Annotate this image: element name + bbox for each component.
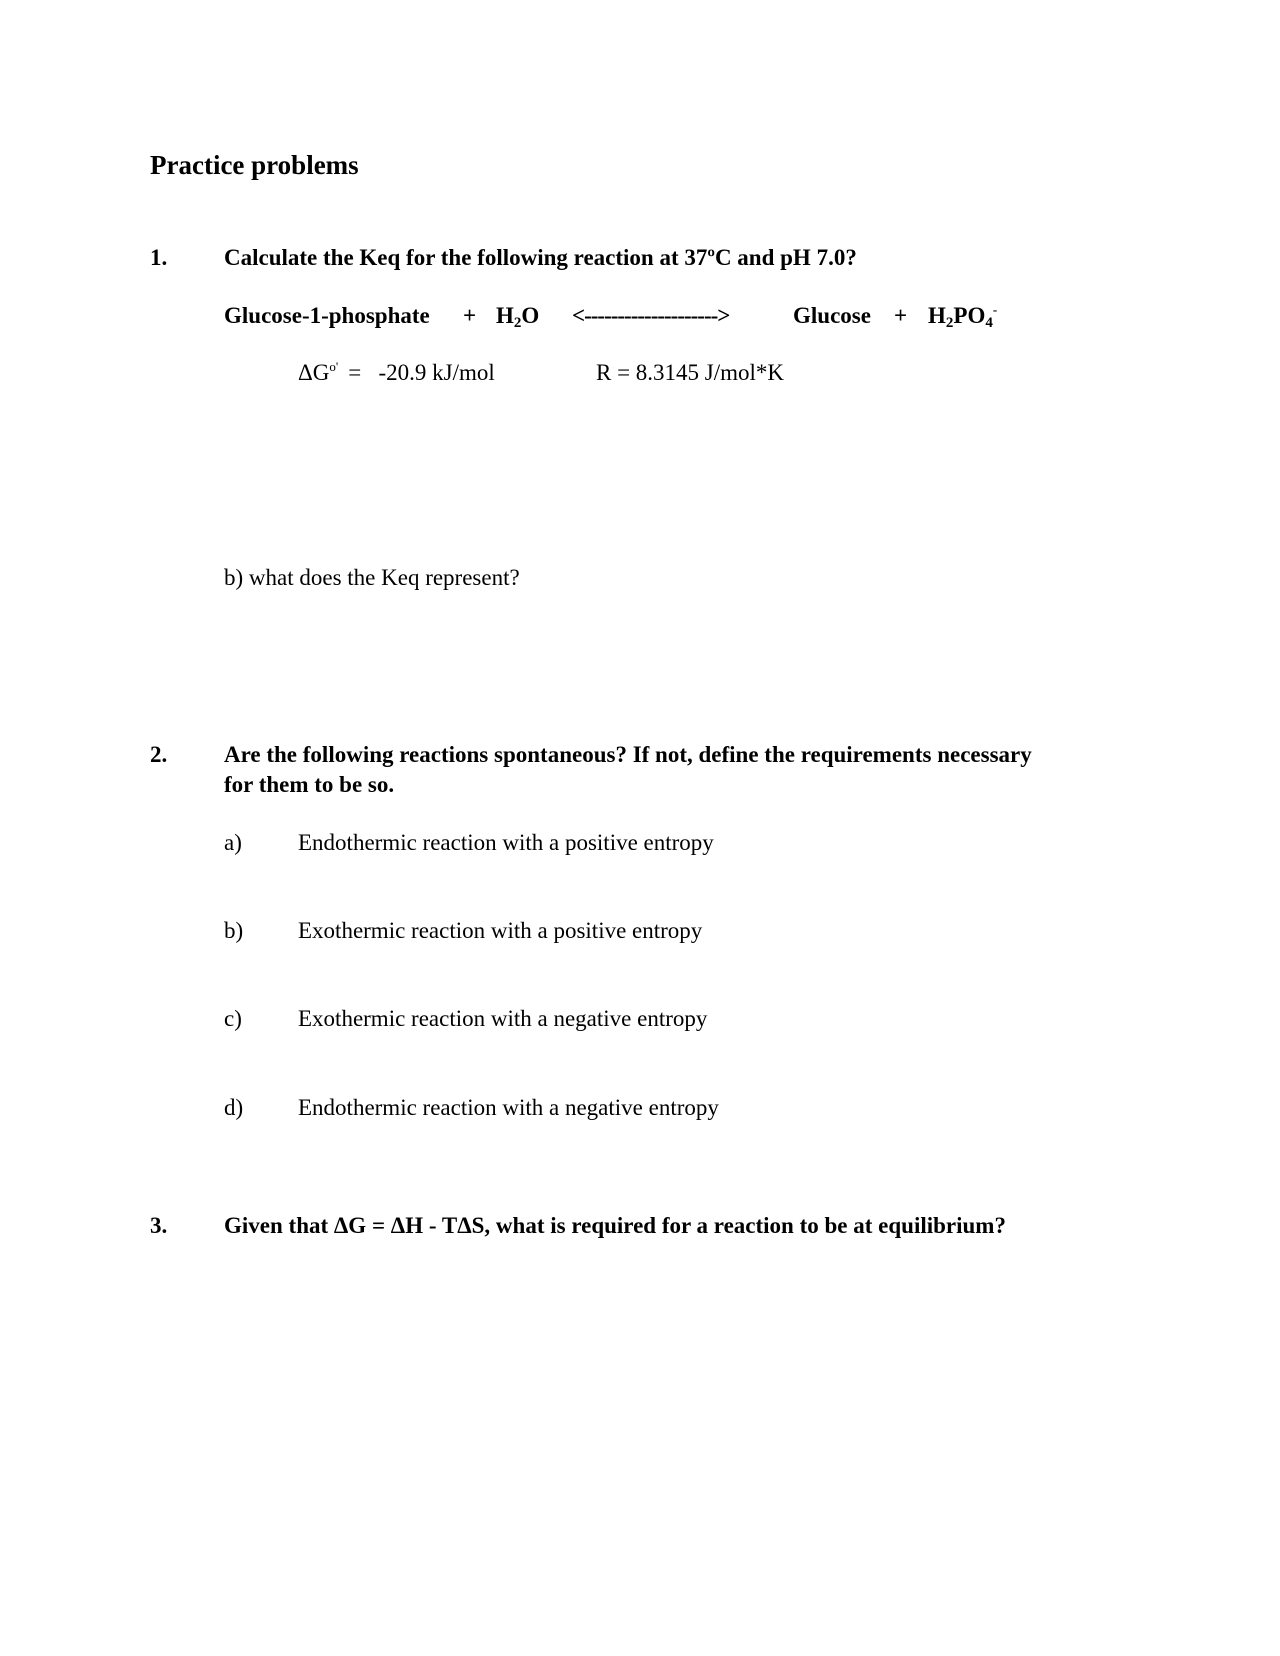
question-2-item-c-text: Exothermic reaction with a negative entropy	[298, 1006, 708, 1031]
question-3-prompt: Given that ΔG = ΔH - TΔS, what is required for a reaction to be at equilibrium?	[224, 1213, 1006, 1238]
question-2-item-d-label: d)	[224, 1095, 244, 1120]
page-title: Practice problems	[150, 150, 359, 180]
question-3-number: 3.	[150, 1213, 168, 1238]
reaction-product-a: Glucose	[793, 303, 871, 328]
question-2-item-d-text: Endothermic reaction with a negative entropy	[298, 1095, 719, 1120]
question-2-prompt-line-2: for them to be so.	[224, 772, 395, 797]
reaction-plus-2: +	[894, 303, 908, 328]
reaction-plus-1: +	[463, 303, 477, 328]
question-2-item-c-label: c)	[224, 1006, 242, 1031]
question-2-item-b-text: Exothermic reaction with a positive entropy	[298, 918, 703, 943]
question-1-number: 1.	[150, 245, 168, 270]
question-1-part-b: b) what does the Keq represent?	[224, 565, 520, 590]
gas-constant: R = 8.3145 J/mol*K	[596, 360, 785, 385]
reaction-reactant-b: $H_2O$	[496, 303, 540, 331]
reaction-arrow: <-------------------->	[572, 303, 730, 328]
question-2-number: 2.	[150, 742, 168, 767]
reaction-product-b: $H_2PO_4^-$	[928, 302, 998, 331]
question-2-item-a-text: Endothermic reaction with a positive entropy	[298, 830, 714, 855]
question-2-item-a-label: a)	[224, 830, 242, 855]
reaction-reactant-a: Glucose-1-phosphate	[224, 303, 430, 328]
question-1-prompt: Calculate the Keq for the following reaction at 37ºC and pH 7.0?	[224, 245, 857, 270]
question-2-prompt-line-1: Are the following reactions spontaneous? If not, define the requirements necessary	[224, 742, 1032, 767]
delta-g-standard: $\Delta G^{o'} = -20.9$ kJ/mol	[298, 359, 495, 385]
question-2-item-b-label: b)	[224, 918, 244, 943]
